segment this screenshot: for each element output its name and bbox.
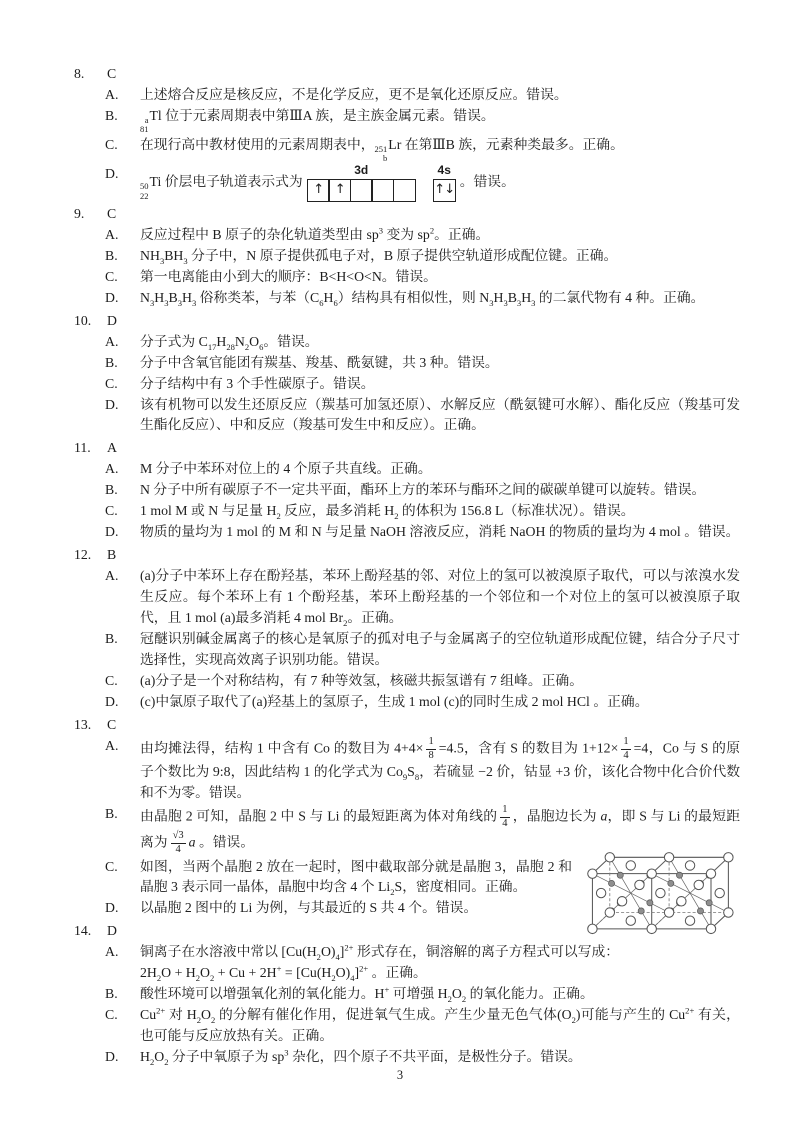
option-label: D. xyxy=(105,289,119,305)
option-label: B. xyxy=(105,482,118,498)
option-label: A. xyxy=(105,226,119,242)
question-9 xyxy=(74,204,740,309)
option-text: 分子结构中有 3 个手性碳原子。错误。 xyxy=(140,375,375,391)
option-text: 由均摊法得，结构 1 中含有 Co 的数目为 4+4× $\frac{1}{8}$ =4.5，含有 S 的数目为 1+12× $\frac{1}{4}$ =4，Co 与 S 的原子个数比为 9:8，因此结构 1 的化学式为 $Co_9S_8$，若硫显 −2 价，钴显 +3 价，该化合物中化合价代数和不为零。错误。 xyxy=(140,736,741,801)
option-text: 由晶胞 2 可知，晶胞 2 中 S 与 Li 的最短距离为体对角线的 $\frac{1}{4}$ ，晶胞边长为 a，即 S 与 Li 的最短距离为 $\frac{√3}{4}$ a 。错误。 xyxy=(140,804,740,855)
option-label: D. xyxy=(105,1049,119,1065)
question-number: 12. xyxy=(74,547,92,563)
page-number: 3 xyxy=(396,1068,404,1082)
orbital-box: ↑ xyxy=(328,179,351,202)
option-label: A. xyxy=(105,738,119,754)
option-text: $H_2O_2$ 分子中氧原子为 $sp^3$ 杂化，四个原子不共平面，是极性分子。错误。 xyxy=(140,1047,582,1067)
question-answer: B xyxy=(107,547,117,563)
orbital-3d-group xyxy=(307,164,416,202)
option-text: 反应过程中 B 原子的杂化轨道类型由 $sp^3$ 变为 $sp^2$。正确。 xyxy=(140,225,490,242)
option-11-c xyxy=(105,501,740,522)
option-text: 冠醚识别碱金属离子的核心是氧原子的孤对电子与金属离子的空位轨道形成配位键，结合分子尺寸选择性，实现高效离子识别功能。错误。 xyxy=(140,631,740,668)
option-14-a xyxy=(105,942,740,984)
option-label: C. xyxy=(105,268,118,284)
option-text: 酸性环境可以增强氧化剂的氧化能力。H+ 可增强 $H_2O_2$ 的氧化能力。正确。 xyxy=(140,984,594,1005)
option-14-c xyxy=(105,1005,740,1047)
question-answer: C xyxy=(107,717,117,733)
option-text: 该有机物可以发生还原反应（羰基可加氢还原）、水解反应（酰氨键可水解）、酯化反应（羧基可发生酯化反应）、中和反应（羧基可发生中和反应）。正确。 xyxy=(140,396,740,433)
option-text: 1 mol M 或 N 与足量 $H_2$ 反应，最多消耗 $H_2$ 的体积为 156.8 L（标准状况）。错误。 xyxy=(140,503,635,522)
option-label: A. xyxy=(105,944,119,960)
option-label: B. xyxy=(105,247,118,263)
option-text: a 81 Tl 位于元素周期表中第ⅢA 族，是主族金属元素。错误。 xyxy=(140,107,495,135)
orbital-box: ↑ xyxy=(307,179,330,202)
option-label: C. xyxy=(105,673,118,689)
question-8-head xyxy=(74,64,740,85)
option-label: B. xyxy=(105,631,118,647)
question-number: 11. xyxy=(74,440,91,456)
option-text: 上述熔合反应是核反应，不是化学反应，更不是氧化还原反应。错误。 xyxy=(140,86,568,102)
question-number: 14. xyxy=(74,923,92,939)
question-answer: C xyxy=(107,205,117,221)
option-label: B. xyxy=(105,806,118,822)
option-12-c xyxy=(105,671,740,692)
option-13-a xyxy=(105,736,740,804)
option-11-d xyxy=(105,522,740,543)
option-8-d xyxy=(105,164,740,202)
option-text: (a)分子中苯环上存在酚羟基，苯环上酚羟基的邻、对位上的氢可以被溴原子取代，可以与浓溴水发生反应。每个苯环上有 1 个酚羟基，苯环上酚羟基的一个邻位和一个对位上的氢可以被溴原子取代，且 1 mol (a)最多消耗 4 mol $Br_2$。正确。 xyxy=(140,568,740,628)
option-text: M 分子中苯环对位上的 4 个原子共直线。正确。 xyxy=(140,461,432,477)
option-10-d xyxy=(105,395,740,437)
option-label: B. xyxy=(105,107,118,123)
option-text xyxy=(140,164,740,202)
question-13 xyxy=(74,715,740,919)
option-label: D. xyxy=(105,166,119,181)
option-text: (c)中氯原子取代了(a)羟基上的氢原子，生成 1 mol (c)的同时生成 2 mol HCl 。正确。 xyxy=(140,694,649,710)
option-text: (a)分子是一个对称结构，有 7 种等效氢，核磁共振氢谱有 7 组峰。正确。 xyxy=(140,673,584,689)
question-number: 8. xyxy=(74,66,85,81)
option-9-a xyxy=(105,225,740,246)
question-8 xyxy=(74,64,740,202)
option-label: D. xyxy=(105,900,119,916)
orbital-3d-boxes xyxy=(307,179,416,202)
option-11-b xyxy=(105,480,740,501)
option-text: 如图，当两个晶胞 2 放在一起时，图中截取部分就是晶胞 3，晶胞 2 和晶胞 3 表示同一晶体，晶胞中均含 4 个 $Li_2S$，密度相同。正确。 xyxy=(140,858,572,898)
orbital-box: ↑↓ xyxy=(433,179,456,202)
option-label: A. xyxy=(105,333,119,349)
option-12-a xyxy=(105,566,740,629)
orbital-box xyxy=(350,179,373,202)
question-12-head xyxy=(74,545,740,566)
question-number: 10. xyxy=(74,312,92,328)
option-12-d xyxy=(105,692,740,713)
option-text: 在现行高中教材使用的元素周期表中， 251 b Lr 在第ⅢB 族，元素种类最多。正确。 xyxy=(140,136,624,164)
option-14-b xyxy=(105,984,740,1005)
orbital-4s-group xyxy=(433,164,456,202)
option-label: C. xyxy=(105,503,118,519)
option-label: C. xyxy=(105,136,118,152)
option-text: $NH_3BH_3$ 分子中，N 原子提供孤电子对，B 原子提供空轨道形成配位键。正确。 xyxy=(140,247,618,266)
question-answer: D xyxy=(107,312,117,328)
question-answer: C xyxy=(107,66,117,81)
option-8-a xyxy=(105,85,740,106)
question-9-head xyxy=(74,204,740,225)
question-11-head xyxy=(74,438,740,459)
question-13-head xyxy=(74,715,740,736)
question-10 xyxy=(74,311,740,437)
option-text: 分子中含氧官能团有羰基、羧基、酰氨键，共 3 种。错误。 xyxy=(140,354,499,370)
option-label: D. xyxy=(105,694,119,710)
option-11-a xyxy=(105,459,740,480)
question-answer: A xyxy=(107,440,117,456)
crystal-structure-figure xyxy=(586,843,744,935)
option-9-b xyxy=(105,246,740,267)
orbital-3d-label: 3d xyxy=(354,163,369,177)
question-answer: D xyxy=(107,923,117,939)
option-label: C. xyxy=(105,858,118,874)
orbital-box xyxy=(371,179,394,202)
option-label: A. xyxy=(105,86,119,102)
option-text: $N_3H_3B_3H_3$ 俗称类苯，与苯$(C_6H_6)$结构具有相似性，则 $N_3H_3B_3H_3$ 的二氯代物有 4 种。正确。 xyxy=(140,289,705,308)
option-10-a xyxy=(105,332,740,353)
option-9-c xyxy=(105,267,740,288)
option-text: N 分子中所有碳原子不一定共平面，酯环上方的苯环与酯环之间的碳碳单键可以旋转。错误。 xyxy=(140,482,706,498)
option-text: 物质的量均为 1 mol 的 M 和 N 与足量 NaOH 溶液反应，消耗 NaOH 的物质的量均为 4 mol 。错误。 xyxy=(140,524,740,540)
question-12 xyxy=(74,545,740,713)
orbital-box xyxy=(393,179,416,202)
option-text: 第一电离能由小到大的顺序：B<H<O<N。错误。 xyxy=(140,268,437,284)
question-11 xyxy=(74,438,740,543)
option-label: A. xyxy=(105,568,119,584)
option-10-c xyxy=(105,374,740,395)
option-8-c xyxy=(105,135,740,164)
option-text: 铜离子在水溶液中常以 $[Cu(H_2O)_4]^{2+}$ 形式存在，铜溶解的离子方程式可以写成： $2H_2O + H_2O_2 + Cu + 2H^+ = [Cu(H_2O)_4]^{2+}$ 。正确。 xyxy=(140,942,620,984)
option-label: D. xyxy=(105,396,119,412)
option-label: A. xyxy=(105,461,119,477)
orbital-diagram xyxy=(307,164,456,202)
question-14 xyxy=(74,921,740,1068)
option-label: D. xyxy=(105,524,119,540)
option-text: $Cu^{2+}$ 对 $H_2O_2$ 的分解有催化作用，促进氧气生成。产生少量无色气体$(O_2)$可能与产生的 $Cu^{2+}$ 有关，也可能与反应放热有关。正确。 xyxy=(140,1005,740,1044)
option-label: B. xyxy=(105,354,118,370)
option-label: B. xyxy=(105,986,118,1002)
orbital-4s-label: 4s xyxy=(437,163,451,177)
option-text: 以晶胞 2 图中的 Li 为例，与其最近的 S 共 4 个。错误。 xyxy=(140,900,478,916)
option-8-b xyxy=(105,106,740,135)
question-number: 13. xyxy=(74,717,92,733)
orbital-text-before: 50 22 Ti 价层电子轨道表示式为 xyxy=(140,174,303,201)
option-12-b xyxy=(105,629,740,671)
question-number: 9. xyxy=(74,205,85,221)
orbital-4s-boxes xyxy=(433,179,456,202)
option-9-d xyxy=(105,288,740,309)
option-label: C. xyxy=(105,1007,118,1023)
option-10-b xyxy=(105,353,740,374)
option-label: C. xyxy=(105,375,118,391)
option-text: 分子式为 $C_{17}H_{28}N_2O_6$。错误。 xyxy=(140,333,319,352)
orbital-text-after: 。错误。 xyxy=(459,174,515,190)
question-10-head xyxy=(74,311,740,332)
